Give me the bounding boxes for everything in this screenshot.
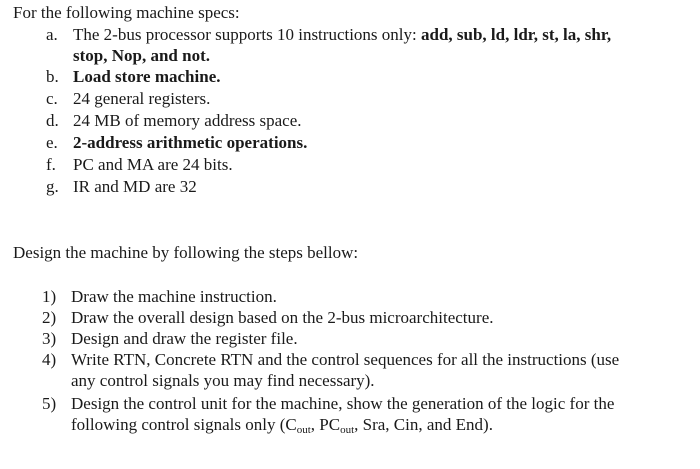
step-1-label: 1) [42, 287, 57, 306]
step-5-text-part-c: , Sra, Cin, and End). [354, 415, 493, 434]
step-3-label: 3) [42, 329, 57, 348]
specs-heading: For the following machine specs: [13, 3, 240, 22]
spec-a-text [73, 25, 611, 45]
spec-f-label: f. [46, 155, 56, 174]
spec-e-text [73, 133, 307, 153]
step-5-text-part-b: , PC [310, 415, 341, 434]
step-2-text: Draw the overall design based on the 2-bus microarchitecture. [71, 308, 494, 327]
spec-b-bold: Load store machine. [73, 67, 221, 86]
step-3-text: Design and draw the register file. [71, 329, 298, 348]
spec-b-label: b. [46, 67, 59, 86]
spec-c-text: 24 general registers. [73, 89, 211, 108]
step-4-text-cont: any control signals you may find necessary). [71, 371, 375, 390]
spec-d-text: 24 MB of memory address space. [73, 111, 302, 130]
step-1-text: Draw the machine instruction. [71, 287, 277, 306]
spec-a-instructions-cont: stop, Nop, and not. [73, 46, 210, 65]
spec-a-text-cont [73, 46, 210, 66]
spec-a-label: a. [46, 25, 58, 44]
step-5-pcout-subscript: out [340, 424, 355, 436]
spec-c-label: c. [46, 89, 58, 108]
spec-a-text-plain: The 2-bus processor supports 10 instructions only: [73, 25, 421, 44]
spec-f-text: PC and MA are 24 bits. [73, 155, 233, 174]
spec-e-label: e. [46, 133, 58, 152]
spec-g-label: g. [46, 177, 59, 196]
step-5-cout-subscript: out [296, 424, 311, 436]
step-5-text-part-a: following control signals only (C [71, 415, 297, 434]
spec-e-bold: 2-address arithmetic operations. [73, 133, 308, 152]
step-5-label: 5) [42, 394, 57, 413]
design-heading: Design the machine by following the steps bellow: [13, 243, 359, 262]
spec-b-text [73, 67, 221, 87]
spec-g-text: IR and MD are 32 [73, 177, 197, 196]
step-4-text: Write RTN, Concrete RTN and the control sequences for all the instructions (use [71, 350, 620, 369]
spec-a-instructions: add, sub, ld, ldr, st, la, shr, [421, 25, 612, 44]
step-5-text: Design the control unit for the machine, show the generation of the logic for the [71, 394, 615, 413]
step-2-label: 2) [42, 308, 57, 327]
spec-d-label: d. [46, 111, 59, 130]
step-4-label: 4) [42, 350, 57, 369]
step-5-text-cont [71, 415, 493, 440]
